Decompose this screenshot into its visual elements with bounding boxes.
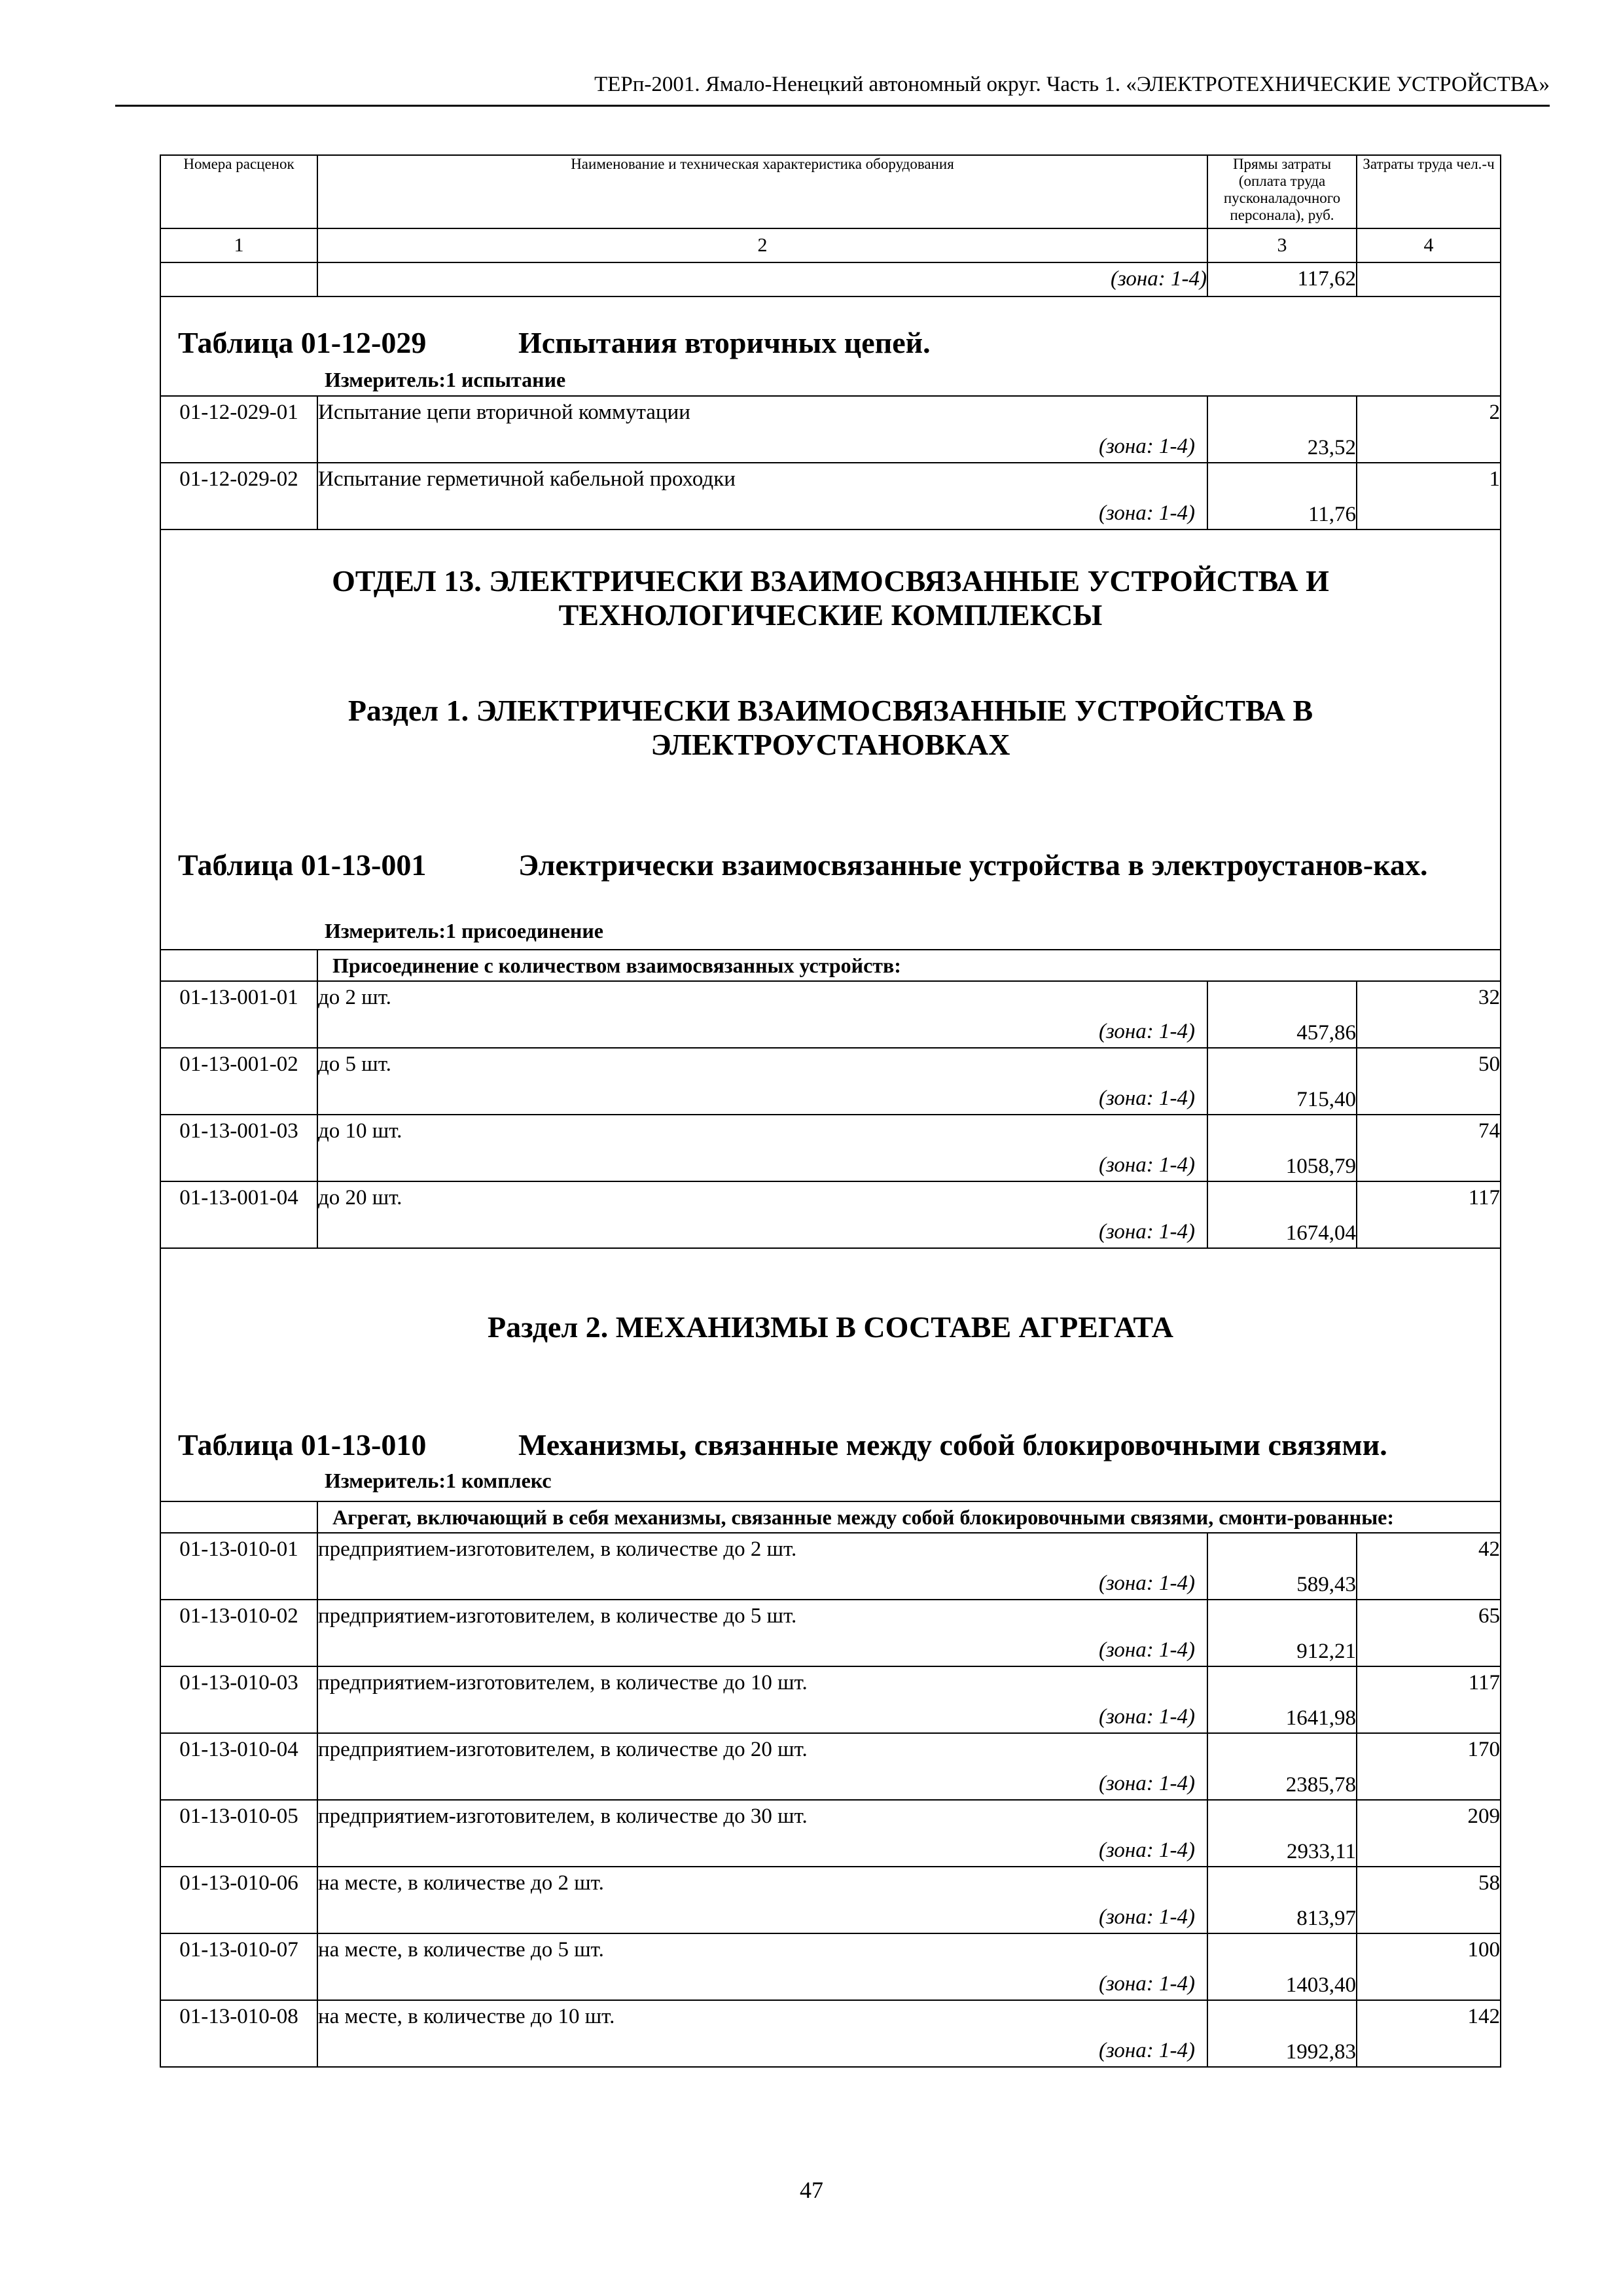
table-row xyxy=(160,1181,1501,1248)
labor-value: 117 xyxy=(1357,1181,1501,1248)
col-number-4: 4 xyxy=(1357,228,1501,262)
labor-value: 170 xyxy=(1357,1733,1501,1800)
zone-label: (зона: 1-4) xyxy=(1098,435,1195,458)
table-row xyxy=(160,1666,1501,1733)
group-title: Агрегат, включающий в себя механизмы, связанные между собой блокировочными связями, смонти-рованные: xyxy=(317,1501,1501,1533)
rate-code: 01-12-029-02 xyxy=(160,463,317,529)
table-heading xyxy=(161,297,1500,395)
price-value: 23,52 xyxy=(1207,396,1357,463)
rate-code: 01-13-010-08 xyxy=(160,2000,317,2067)
price-value: 813,97 xyxy=(1207,1867,1357,1933)
table-heading-row xyxy=(160,296,1501,396)
labor-value: 65 xyxy=(1357,1600,1501,1666)
price-value: 589,43 xyxy=(1207,1533,1357,1600)
table-name: Испытания вторичных цепей. xyxy=(518,326,931,359)
rate-description: до 5 шт. xyxy=(318,1052,391,1076)
col-number-2: 2 xyxy=(317,228,1207,262)
col-header-name: Наименование и техническая характеристика оборудования xyxy=(317,155,1207,228)
rate-description: до 10 шт. xyxy=(318,1119,402,1143)
section-heading-row xyxy=(160,1248,1501,1501)
labor-value: 1 xyxy=(1357,463,1501,529)
table-row xyxy=(160,1600,1501,1666)
price-value: 2385,78 xyxy=(1207,1733,1357,1800)
rate-description: на месте, в количестве до 10 шт. xyxy=(318,2005,615,2028)
price-value: 715,40 xyxy=(1207,1048,1357,1115)
table-row xyxy=(160,1933,1501,2000)
zone-label: (зона: 1-4) xyxy=(1098,1972,1195,1996)
rate-code: 01-13-010-05 xyxy=(160,1800,317,1867)
price-value: 912,21 xyxy=(1207,1600,1357,1666)
table-code: Таблица 01-13-001 xyxy=(178,848,427,882)
rate-description: до 2 шт. xyxy=(318,986,391,1009)
col-number-3: 3 xyxy=(1207,228,1357,262)
rate-code: 01-13-010-04 xyxy=(160,1733,317,1800)
labor-value: 50 xyxy=(1357,1048,1501,1115)
table-row xyxy=(160,1867,1501,1933)
division-heading xyxy=(161,564,1500,632)
zone-label: (зона: 1-4) xyxy=(1098,1705,1195,1729)
rate-code: 01-13-010-07 xyxy=(160,1933,317,2000)
table-row xyxy=(160,1800,1501,1867)
labor-value: 58 xyxy=(1357,1867,1501,1933)
rate-description: Испытание цепи вторичной коммутации xyxy=(318,401,690,424)
labor-value: 42 xyxy=(1357,1533,1501,1600)
rate-description: предприятием-изготовителем, в количестве до 20 шт. xyxy=(318,1738,808,1761)
group-row xyxy=(160,1501,1501,1533)
col-header-codes: Номера расценок xyxy=(160,155,317,228)
zone-label: (зона: 1-4) xyxy=(1098,1220,1195,1244)
running-header: ТЕРп-2001. Ямало-Ненецкий автономный округ. Часть 1. «ЭЛЕКТРОТЕХНИЧЕСКИЕ УСТРОЙСТВА» xyxy=(594,73,1550,96)
rate-description: Испытание герметичной кабельной проходки xyxy=(318,467,736,491)
rate-code: 01-13-010-01 xyxy=(160,1533,317,1600)
measure-unit: Измеритель:1 испытание xyxy=(325,368,566,391)
rate-description: до 20 шт. xyxy=(318,1186,402,1210)
header-rule xyxy=(115,105,1550,107)
col-header-cost: Прямы затраты (оплата труда пусконаладочного персонала), руб. xyxy=(1207,155,1357,228)
zone-label: (зона: 1-4) xyxy=(1098,1020,1195,1043)
labor-value: 2 xyxy=(1357,396,1501,463)
zone-label: (зона: 1-4) xyxy=(1098,501,1195,525)
table-row xyxy=(160,1115,1501,1181)
table-row xyxy=(160,2000,1501,2067)
section-heading-line: ЭЛЕКТРОУСТАНОВКАХ xyxy=(651,728,1010,761)
rate-code: 01-13-001-03 xyxy=(160,1115,317,1181)
rate-code: 01-13-010-03 xyxy=(160,1666,317,1733)
table-row xyxy=(160,1533,1501,1600)
measure-unit: Измеритель:1 комплекс xyxy=(325,1469,552,1492)
price-value: 1058,79 xyxy=(1207,1115,1357,1181)
zone-label: (зона: 1-4) xyxy=(1098,1153,1195,1177)
price-value: 1674,04 xyxy=(1207,1181,1357,1248)
table-name: Механизмы, связанные между собой блокировочными связями. xyxy=(518,1428,1387,1462)
zone-label: (зона: 1-4) xyxy=(1098,1839,1195,1862)
labor-value: 209 xyxy=(1357,1800,1501,1867)
rate-description: на месте, в количестве до 2 шт. xyxy=(318,1871,604,1895)
zone-label: (зона: 1-4) xyxy=(1098,1638,1195,1662)
table-row xyxy=(160,981,1501,1048)
col-number-1: 1 xyxy=(160,228,317,262)
price-table xyxy=(160,154,1501,2068)
table-code: Таблица 01-13-010 xyxy=(178,1428,427,1462)
rate-description: предприятием-изготовителем, в количестве до 2 шт. xyxy=(318,1537,797,1561)
section-heading xyxy=(161,694,1500,762)
rate-code: 01-12-029-01 xyxy=(160,396,317,463)
zone-label: (зона: 1-4) xyxy=(1098,1772,1195,1795)
carry-over-row xyxy=(160,262,1501,296)
rate-code: 01-13-001-04 xyxy=(160,1181,317,1248)
col-header-labor: Затраты труда чел.-ч xyxy=(1357,155,1501,228)
section-heading: Раздел 2. МЕХАНИЗМЫ В СОСТАВЕ АГРЕГАТА xyxy=(488,1310,1173,1344)
division-heading-line: ТЕХНОЛОГИЧЕСКИЕ КОМПЛЕКСЫ xyxy=(558,598,1103,632)
price-value: 117,62 xyxy=(1207,262,1357,296)
zone-label: (зона: 1-4) xyxy=(1098,2039,1195,2062)
price-value: 1992,83 xyxy=(1207,2000,1357,2067)
group-title: Присоединение с количеством взаимосвязанных устройств: xyxy=(317,950,1501,981)
table-row xyxy=(160,463,1501,529)
price-value: 11,76 xyxy=(1207,463,1357,529)
table-name: Электрически взаимосвязанные устройства в электроустанов-ках. xyxy=(518,848,1428,882)
rate-description: предприятием-изготовителем, в количестве до 30 шт. xyxy=(318,1804,808,1828)
division-heading-line: ОТДЕЛ 13. ЭЛЕКТРИЧЕСКИ ВЗАИМОСВЯЗАННЫЕ УСТРОЙСТВА И xyxy=(332,564,1329,598)
table-row xyxy=(160,1048,1501,1115)
price-value: 457,86 xyxy=(1207,981,1357,1048)
labor-value: 142 xyxy=(1357,2000,1501,2067)
column-header-row xyxy=(160,155,1501,228)
page-number: 47 xyxy=(800,2177,823,2203)
measure-unit: Измеритель:1 присоединение xyxy=(325,919,603,942)
rate-code: 01-13-001-01 xyxy=(160,981,317,1048)
labor-value: 74 xyxy=(1357,1115,1501,1181)
table-row xyxy=(160,1733,1501,1800)
table-row xyxy=(160,396,1501,463)
rate-description: на месте, в количестве до 5 шт. xyxy=(318,1938,604,1962)
labor-value: 117 xyxy=(1357,1666,1501,1733)
rate-code: 01-13-001-02 xyxy=(160,1048,317,1115)
rate-code: 01-13-010-02 xyxy=(160,1600,317,1666)
table-code: Таблица 01-12-029 xyxy=(178,326,427,359)
price-value: 2933,11 xyxy=(1207,1800,1357,1867)
group-row xyxy=(160,950,1501,981)
section-heading-line: Раздел 1. ЭЛЕКТРИЧЕСКИ ВЗАИМОСВЯЗАННЫЕ УСТРОЙСТВА В xyxy=(348,694,1313,727)
price-value: 1641,98 xyxy=(1207,1666,1357,1733)
zone-label: (зона: 1-4) xyxy=(1098,1571,1195,1595)
labor-value: 32 xyxy=(1357,981,1501,1048)
rate-description: предприятием-изготовителем, в количестве до 10 шт. xyxy=(318,1671,808,1695)
column-number-row xyxy=(160,228,1501,262)
zone-label: (зона: 1-4) xyxy=(1098,1086,1195,1110)
rate-description: предприятием-изготовителем, в количестве до 5 шт. xyxy=(318,1604,797,1628)
zone-label: (зона: 1-4) xyxy=(1098,1905,1195,1929)
zone-label: (зона: 1-4) xyxy=(317,262,1207,296)
price-value: 1403,40 xyxy=(1207,1933,1357,2000)
rate-code: 01-13-010-06 xyxy=(160,1867,317,1933)
labor-value: 100 xyxy=(1357,1933,1501,2000)
division-heading-row xyxy=(160,529,1501,950)
